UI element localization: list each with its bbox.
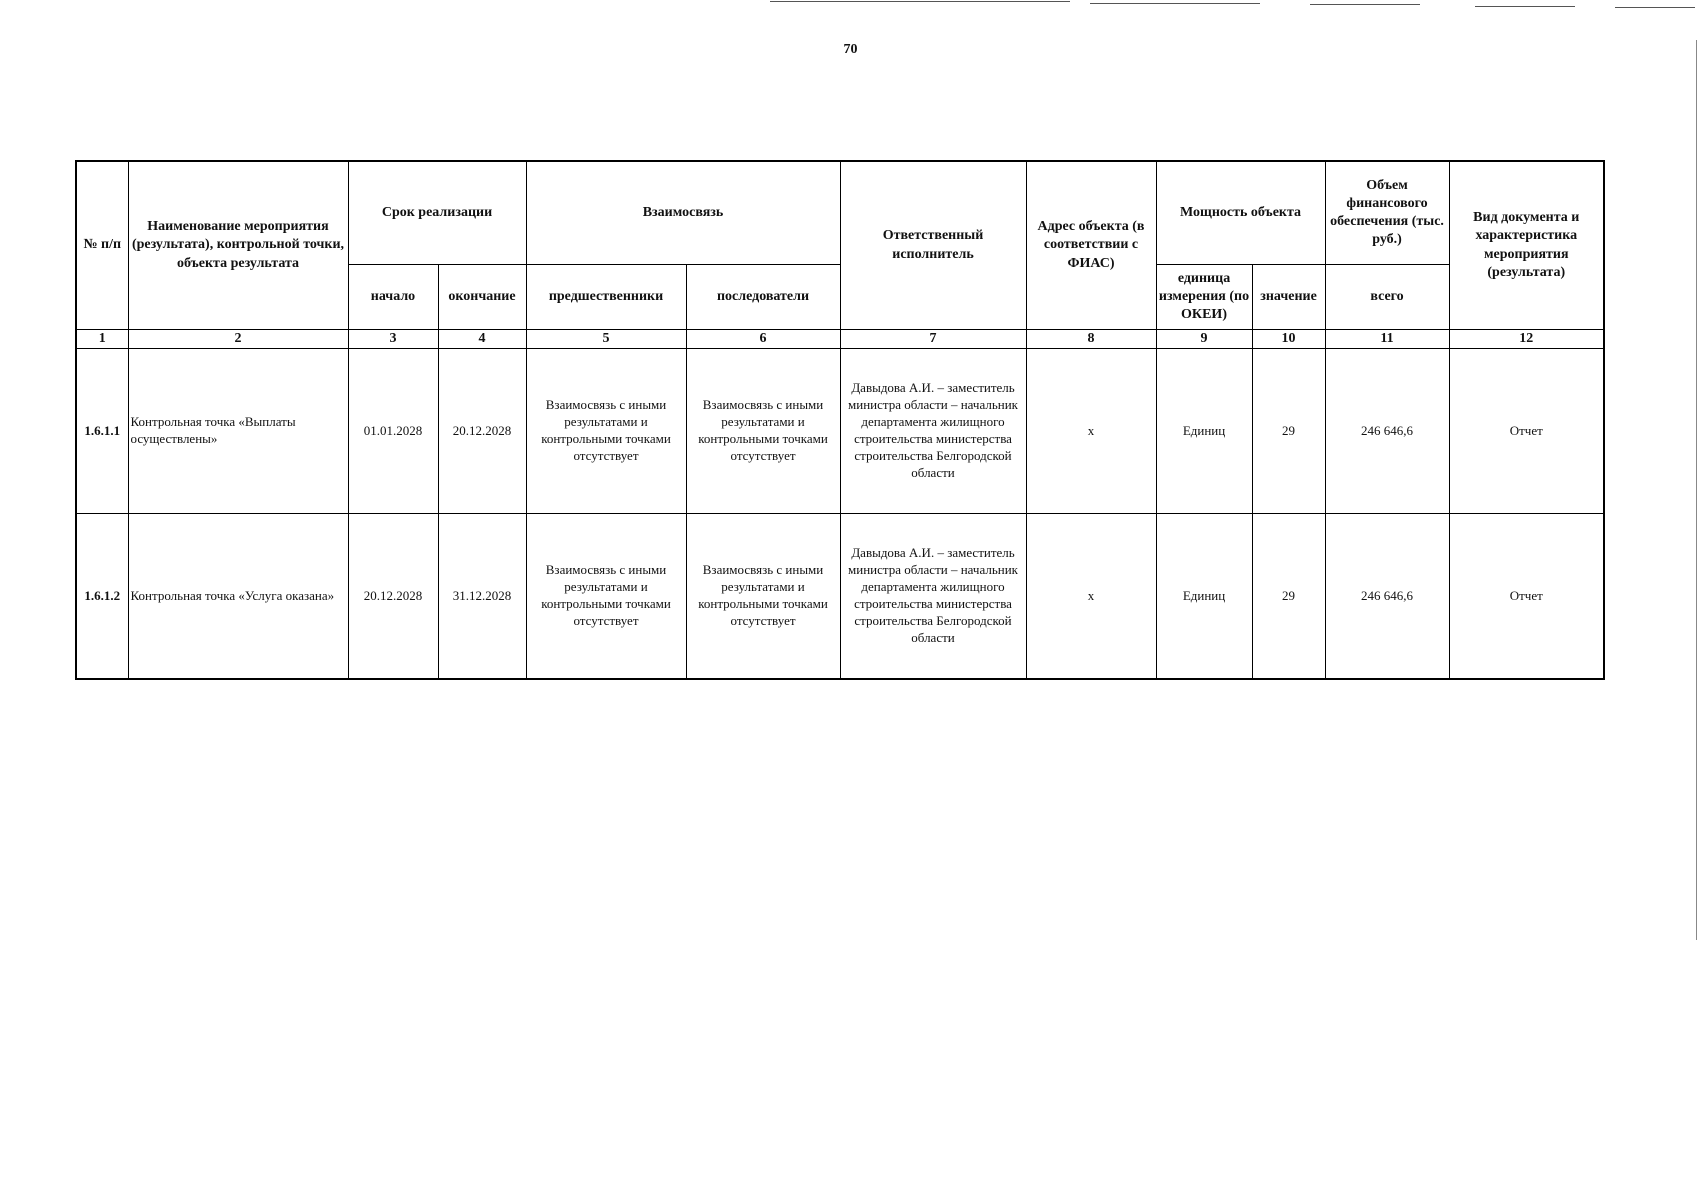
table-row — [76, 514, 1604, 680]
row-name: Контрольная точка «Услуга оказана» — [128, 514, 348, 680]
header-term: Срок реализации — [348, 161, 526, 265]
row-finance: 246 646,6 — [1325, 514, 1449, 680]
header-link-succ: последователи — [686, 265, 840, 330]
row-successors: Взаимосвязь с иными результатами и контрольными точками отсутствует — [686, 514, 840, 680]
row-name: Контрольная точка «Выплаты осуществлены» — [128, 349, 348, 514]
row-start: 01.01.2028 — [348, 349, 438, 514]
column-number: 12 — [1449, 330, 1604, 349]
row-value: 29 — [1252, 349, 1325, 514]
header-name: Наименование мероприятия (результата), контрольной точки, объекта результата — [128, 161, 348, 330]
row-num: 1.6.1.2 — [76, 514, 128, 680]
row-successors: Взаимосвязь с иными результатами и контрольными точками отсутствует — [686, 349, 840, 514]
column-number: 11 — [1325, 330, 1449, 349]
scan-line — [1310, 4, 1420, 5]
row-end: 31.12.2028 — [438, 514, 526, 680]
column-number: 3 — [348, 330, 438, 349]
column-number: 8 — [1026, 330, 1156, 349]
column-number: 6 — [686, 330, 840, 349]
column-number: 10 — [1252, 330, 1325, 349]
header-capacity-unit: единица измерения (по ОКЕИ) — [1156, 265, 1252, 330]
row-value: 29 — [1252, 514, 1325, 680]
column-number: 4 — [438, 330, 526, 349]
results-plan-table — [75, 160, 1605, 680]
scan-line — [770, 1, 1070, 2]
scan-line — [1696, 40, 1697, 940]
row-start: 20.12.2028 — [348, 514, 438, 680]
header-term-end: окончание — [438, 265, 526, 330]
row-num: 1.6.1.1 — [76, 349, 128, 514]
row-doc: Отчет — [1449, 349, 1604, 514]
scan-line — [1475, 6, 1575, 7]
header-finance-total: всего — [1325, 265, 1449, 330]
row-finance: 246 646,6 — [1325, 349, 1449, 514]
row-doc: Отчет — [1449, 514, 1604, 680]
row-predecessors: Взаимосвязь с иными результатами и контрольными точками отсутствует — [526, 514, 686, 680]
header-link: Взаимосвязь — [526, 161, 840, 265]
header-capacity: Мощность объекта — [1156, 161, 1325, 265]
column-numbers-row — [76, 330, 1604, 349]
header-term-start: начало — [348, 265, 438, 330]
row-responsible: Давыдова А.И. – заместитель министра области – начальник департамента жилищного строительства министерства строительства Белгородской области — [840, 349, 1026, 514]
header-num: № п/п — [76, 161, 128, 330]
scan-line — [1615, 7, 1695, 8]
column-number: 7 — [840, 330, 1026, 349]
page-number: 70 — [843, 42, 858, 57]
column-number: 5 — [526, 330, 686, 349]
row-predecessors: Взаимосвязь с иными результатами и контрольными точками отсутствует — [526, 349, 686, 514]
header-address: Адрес объекта (в соответствии с ФИАС) — [1026, 161, 1156, 330]
column-number: 1 — [76, 330, 128, 349]
scan-line — [1090, 3, 1260, 4]
column-number: 2 — [128, 330, 348, 349]
row-address: x — [1026, 349, 1156, 514]
header-finance: Объем финансового обеспечения (тыс. руб.) — [1325, 161, 1449, 265]
column-number: 9 — [1156, 330, 1252, 349]
header-capacity-value: значение — [1252, 265, 1325, 330]
row-unit: Единиц — [1156, 514, 1252, 680]
row-address: x — [1026, 514, 1156, 680]
header-doc: Вид документа и характеристика мероприятия (результата) — [1449, 161, 1604, 330]
row-end: 20.12.2028 — [438, 349, 526, 514]
row-unit: Единиц — [1156, 349, 1252, 514]
header-responsible: Ответственный исполнитель — [840, 161, 1026, 330]
row-responsible: Давыдова А.И. – заместитель министра области – начальник департамента жилищного строительства министерства строительства Белгородской области — [840, 514, 1026, 680]
table-row — [76, 349, 1604, 514]
header-link-pred: предшественники — [526, 265, 686, 330]
